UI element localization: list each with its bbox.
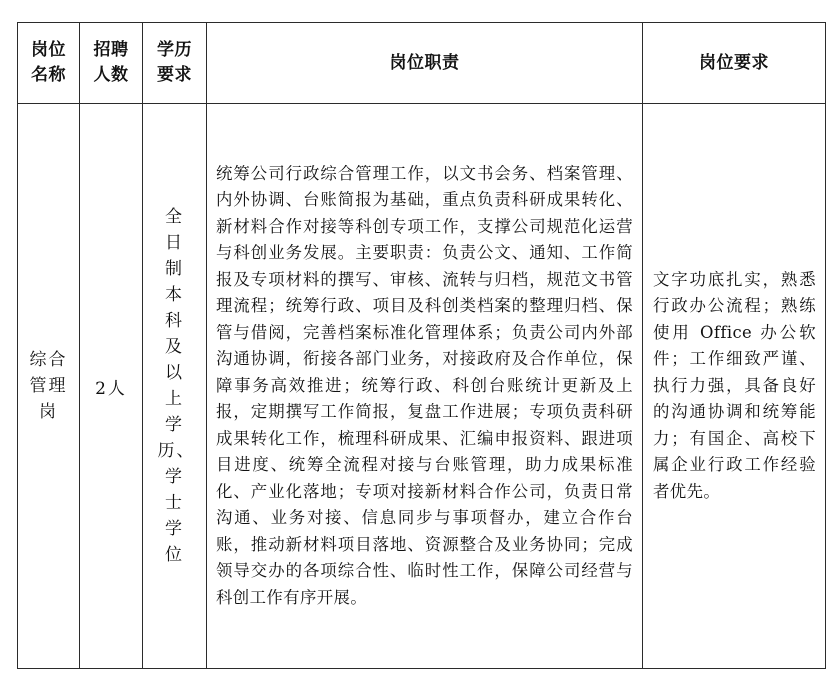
job-posting-table	[17, 22, 826, 669]
header-headcount	[80, 23, 143, 104]
duties-text: 统筹公司行政综合管理工作，以文书会务、档案管理、内外协调、台账简报为基础，重点负责科研成果转化、新材料合作对接等科创专项工作，支撑公司规范化运营与科创业务发展。主要职责：负责公文、通知、工作简报及专项材料的撰写、审核、流转与归档，规范文书管理流程；统筹行政、项目及科创类档案的整理归档、保管与借阅，完善档案标准化管理体系；负责公司内外部沟通协调，衔接各部门业务，对接政府及合作单位，保障事务高效推进；统筹行政、科创台账统计更新及上报，定期撰写工作简报，复盘工作进展；专项负责科研成果转化工作，梳理科研成果、汇编申报资料、跟进项目进度、统筹全流程对接与台账管理，助力成果标准化、产业化落地；专项对接新材料合作公司，负责日常沟通、业务对接、信息同步与事项督办，建立合作台账，推动新材料项目落地、资源整合及业务协同；完成领导交办的各项综合性、临时性工作，保障公司经营与科创工作有序开展。	[216, 163, 633, 607]
header-education-label: 学历要求	[157, 40, 192, 85]
position-name-text: 综合管理岗	[29, 350, 68, 422]
education-text: 全日制本科及以上学历、学士学位	[157, 207, 196, 565]
header-position-name	[18, 23, 80, 104]
header-headcount-label: 招聘人数	[93, 40, 129, 85]
header-duties	[207, 23, 643, 104]
cell-education	[143, 104, 207, 669]
table-header-row	[18, 23, 826, 104]
cell-duties	[207, 104, 643, 669]
header-requirements-label: 岗位要求	[699, 52, 769, 73]
requirements-text: 文字功底扎实，熟悉行政办公流程；熟练使用 Office 办公软件；工作细致严谨、执行力强，具备良好的沟通协调和统筹能力；有国企、高校下属企业行政工作经验者优先。	[653, 269, 816, 501]
header-position-name-label: 岗位名称	[31, 40, 66, 85]
header-duties-label: 岗位职责	[389, 52, 460, 73]
header-education	[143, 23, 207, 104]
cell-requirements	[643, 104, 826, 669]
cell-headcount	[80, 104, 143, 669]
headcount-text: 2人	[95, 378, 127, 399]
cell-position-name	[18, 104, 80, 669]
table-row	[18, 104, 826, 669]
header-requirements	[643, 23, 826, 104]
